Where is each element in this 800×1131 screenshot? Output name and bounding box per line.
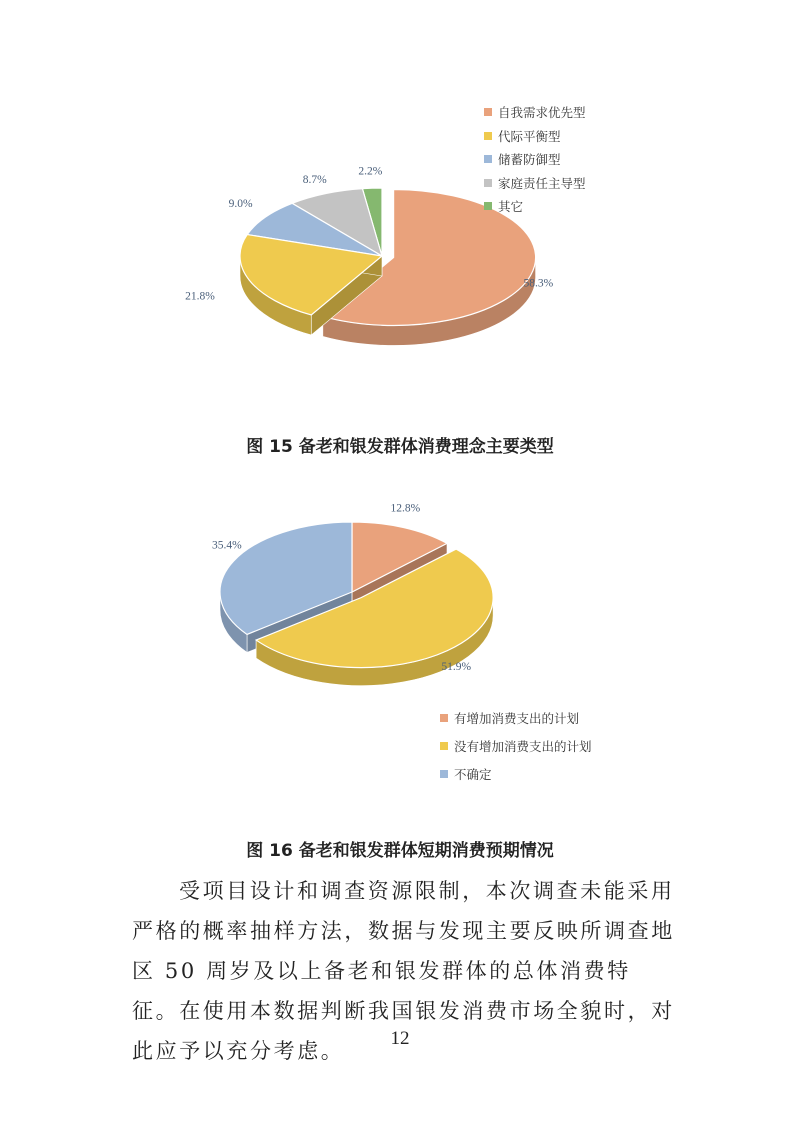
figure-15-caption: 图 15 备老和银发群体消费理念主要类型	[246, 437, 554, 457]
page-number: 12	[390, 1028, 410, 1049]
body-paragraph: 受项目设计和调查资源限制，本次调查未能采用严格的概率抽样方法，数据与发现主要反映所调查地区 50 周岁及以上备老和银发群体的总体消费特征。在使用本数据判断我国银发消费市场全貌时，对此应予以充分考虑。	[132, 879, 675, 1063]
pie-data-label: 35.4%	[211, 539, 242, 552]
legend-label: 家庭责任主导型	[498, 175, 586, 191]
legend-swatch	[440, 742, 448, 750]
pie-data-label: 8.7%	[302, 173, 327, 186]
legend-item	[440, 709, 579, 727]
pie-data-label: 58.3%	[523, 277, 554, 290]
legend-label: 不确定	[454, 767, 492, 782]
legend-label: 代际平衡型	[498, 128, 561, 144]
pie-data-label: 21.8%	[185, 290, 215, 303]
legend-label: 自我需求优先型	[498, 105, 586, 120]
legend-label: 有增加消费支出的计划	[454, 711, 580, 726]
legend-swatch	[440, 770, 448, 778]
figure-16-caption: 图 16 备老和银发群体短期消费预期情况	[246, 841, 554, 861]
legend-swatch	[440, 714, 448, 722]
legend-item	[440, 737, 592, 755]
pie-data-label: 9.0%	[228, 198, 253, 211]
legend-item	[440, 765, 492, 783]
legend-label: 其它	[498, 199, 524, 214]
pie-data-label: 2.2%	[358, 165, 383, 178]
pie-data-label: 51.9%	[441, 660, 472, 673]
pie-data-label: 12.8%	[390, 502, 421, 515]
legend-label: 没有增加消费支出的计划	[454, 739, 592, 754]
legend-label: 储蓄防御型	[498, 152, 561, 167]
